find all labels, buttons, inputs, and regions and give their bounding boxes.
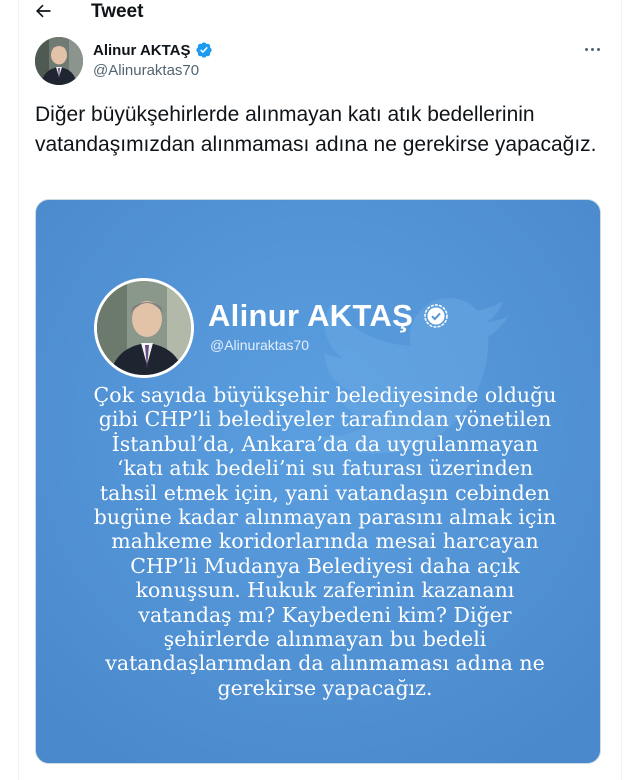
page-title: Tweet (91, 1, 144, 22)
card-display-name: Alinur AKTAŞ (208, 298, 414, 333)
card-name-row (208, 298, 449, 334)
tweet-media-image[interactable] (35, 199, 601, 764)
card-avatar (94, 278, 194, 378)
more-horizontal-icon (585, 48, 600, 51)
card-handle: @Alinuraktas70 (210, 337, 310, 353)
avatar[interactable] (35, 37, 83, 85)
arrow-left-icon (33, 1, 53, 21)
tweet-detail-page (18, 0, 622, 780)
tweet-text: Diğer büyükşehirlerde alınmayan katı atık bedellerinin vatandaşımızdan alınmaması adına ne gerekirse yapacağız. (35, 103, 597, 156)
card-verified-badge-icon (423, 303, 449, 329)
author-name-row (93, 41, 213, 59)
top-bar (19, 0, 621, 26)
back-button[interactable] (33, 0, 59, 24)
more-options-button[interactable] (579, 39, 605, 59)
author-names (93, 41, 213, 79)
author-handle[interactable]: @Alinuraktas70 (93, 62, 200, 79)
tweet-author (35, 37, 605, 89)
author-display-name[interactable]: Alinur AKTAŞ (93, 41, 191, 59)
verified-badge-icon (195, 41, 213, 59)
card-quote-text: Çok sayıda büyükşehir belediyesinde olduğu gibi CHP’li belediyeler tarafından yönetilen İstanbul’da, Ankara’da da uygulanmayan ‘katı atık bedeli’ni su faturası üzerinden tahsil etmek için, yani vatandaşın cebinden bugüne kadar alınmayan parasını almak için mahkeme koridorlarında mesai harcayan CHP’li Mudanya Belediyesi daha açık konuşsun. Hukuk zaferinin kazananı vatandaş mı? Kaybedeni kim? Diğer şehirlerde alınmayan bu bedeli vatandaşlarımdan da alınmaması adına ne gerekirse yapacağız. (93, 383, 557, 700)
